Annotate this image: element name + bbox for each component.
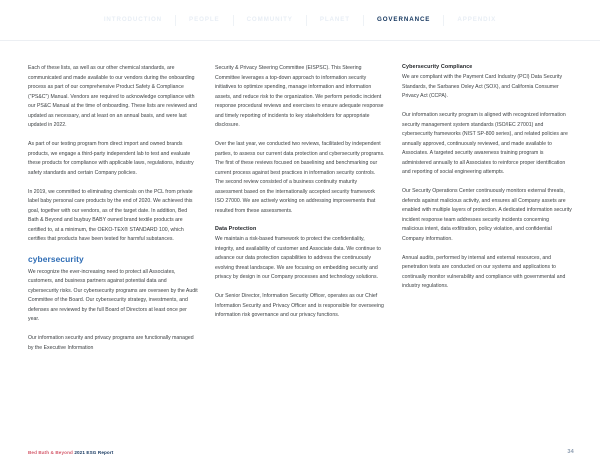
page-number: 34 (567, 449, 574, 455)
column-middle (215, 64, 385, 353)
top-navigation (0, 0, 600, 41)
nav-item-people[interactable]: PEOPLE (189, 16, 220, 23)
footer-brand: Bed Bath & Beyond (28, 450, 73, 455)
paragraph: We maintain a risk-based framework to protect the confidentiality, integrity, and availability of customer and Associate data. We continue to advance our data protection capabilities to address the continuously evolving threat landscape. We are focusing on embedding security and privacy by design in our Company processes and technology solutions. (215, 235, 381, 281)
paragraph: We recognize the ever-increasing need to protect all Associates, customers, and business partners against potential data and cybersecurity risks. Our cybersecurity programs are overseen by the Audit Committee of the Board. Our cybersecurity strategy, investments, and defenses are reviewed by the full Board of Directors at least once per year. (28, 268, 198, 323)
paragraph: Our Senior Director, Information Security Officer, operates as our Chief Information Security and Privacy Officer and is responsible for overseeing information risk governance and our privacy functions. (215, 293, 384, 319)
paragraph: Our Security Operations Center continuously monitors external threats, defends against malicious activity, and ensures all Company assets are enabled with multiple layers of protection. A dedicated information security incident response team addresses security incidents concerning malicious intent, data exfiltration, policy violation, and confidential Company information. (402, 188, 572, 242)
section-heading-cybersecurity: cybersecurity (28, 254, 84, 265)
subsection-heading-cybersecurity-compliance: Cybersecurity Compliance (402, 64, 473, 70)
subsection-heading-data-protection: Data Protection (215, 225, 257, 232)
paragraph: We are compliant with the Payment Card Industry (PCI) Data Security Standards, the Sarbanes Oxley Act (SOX), and California Consumer Privacy Act (CCPA). (402, 74, 563, 100)
nav-item-community[interactable]: COMMUNITY (246, 16, 293, 23)
nav-item-planet[interactable]: PLANET (319, 16, 350, 23)
page-footer (0, 437, 600, 463)
nav-item-appendix[interactable]: APPENDIX (457, 16, 497, 23)
paragraph: As part of our testing program from direct import and owned brands products, we engage a third-party independent lab to test and evaluate these products for compliance with applicable laws, regulations, industry safety standards and certain Company policies. (28, 141, 194, 176)
nav-item-governance[interactable]: GOVERNANCE (376, 16, 431, 23)
paragraph: Over the last year, we conducted two reviews, facilitated by independent parties, to assess our current data protection and cybersecurity programs. The first of these reviews focused on baselining and benchmarking our current process against best practices in information security controls. The second review consisted of a business continuity maturity assessment based on the internationally accepted security framework ISO 27000. We are actively working on addressing improvements that resulted from these assessments. (215, 141, 385, 214)
paragraph: In 2019, we committed to eliminating chemicals on the PCL from private label baby personal care products by the end of 2020. We achieved this goal, together with our vendors, as of the target date. In addition, Bed Bath & Beyond and buybuy BABY owned brand textile products are certified to, at a minimum, the OEKO-TEX® STANDARD 100, which certifies that products have been tested for harmful substances. (28, 188, 193, 243)
paragraph: Security & Privacy Steering Committee (EISPSC). This Steering Committee leverages a top-down approach to information security initiatives to optimize spending, manage information and information assets, and reduce risk to the organization. We perform periodic incident response procedural reviews and exercises to ensure adequate response and timely reporting of incidents to key stakeholders for appropriate disclosure. (215, 65, 384, 129)
column-right (402, 64, 572, 353)
column-left (28, 64, 198, 353)
paragraph: Our information security and privacy programs are functionally managed by the Executive Information (28, 335, 194, 351)
paragraph: Annual audits, performed by internal and external resources, and penetration tests are conducted on our systems and applications to continually monitor vulnerability and compliance with governmental and industry regulations. (402, 254, 566, 290)
nav-item-introduction[interactable]: INTRODUCTION (103, 16, 163, 23)
nav-list (91, 15, 509, 26)
footer-caption (28, 450, 113, 455)
paragraph: Our information security program is aligned with recognized information security management system standards (ISO/IEC 27001) and cybersecurity frameworks (NIST SP-800 series), and related policies are annually approved, continuously reviewed, and made available to Associates. A targeted security awareness training program is administered annually to all Associates to reinforce proper identification and reporting of social engineering attempts. (402, 112, 568, 176)
footer-report-title: 2021 ESG Report (74, 450, 114, 455)
paragraph: Each of these lists, as well as our other chemical standards, are communicated and made available to our vendors during the onboarding process as part of our comprehensive Product Safety & Compliance (“PS&C”) Manual. Vendors are required to acknowledge compliance with our PS&C Manual at the time of onboarding. These lists are reviewed and updated as necessary, and at least on an annual basis, and were last updated in 2022. (28, 65, 198, 129)
page-content (28, 64, 574, 353)
